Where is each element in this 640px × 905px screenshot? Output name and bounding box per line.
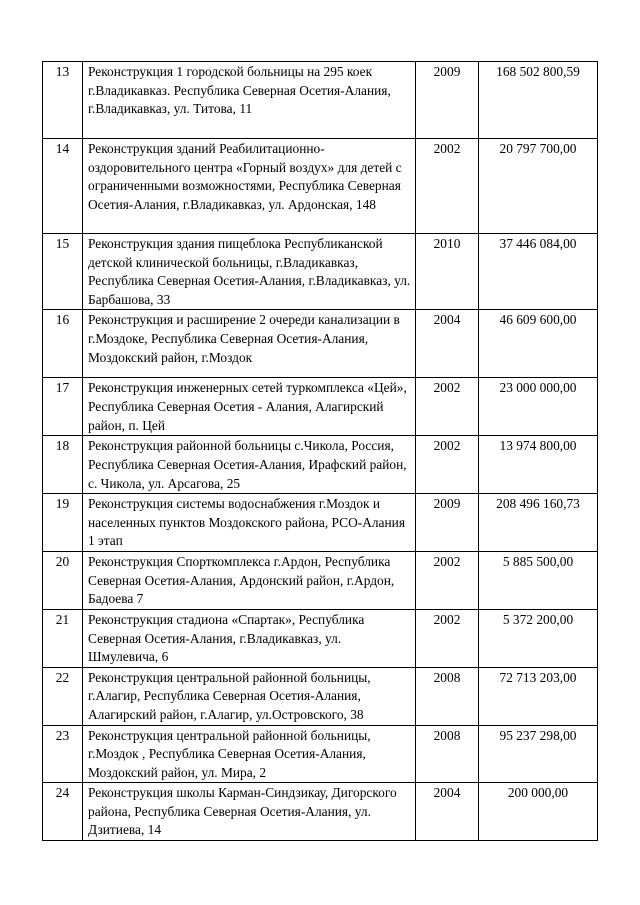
- row-number: 18: [43, 436, 83, 494]
- table-row: [43, 783, 598, 841]
- table-row: [43, 378, 598, 436]
- row-description: Реконструкция здания пищеблока Республиканской детской клинической больницы, г.Владикавказ, Республика Северная Осетия-Алания, г.Владикавказ, ул. Барбашова, 33: [83, 234, 416, 310]
- row-amount: 200 000,00: [479, 783, 598, 841]
- table-row: [43, 494, 598, 552]
- row-year: 2009: [416, 494, 479, 552]
- row-amount: 208 496 160,73: [479, 494, 598, 552]
- row-number: 19: [43, 494, 83, 552]
- row-year: 2002: [416, 609, 479, 667]
- row-amount: 95 237 298,00: [479, 725, 598, 783]
- row-number: 17: [43, 378, 83, 436]
- row-amount: 72 713 203,00: [479, 667, 598, 725]
- row-description: Реконструкция центральной районной больницы, г.Моздок , Республика Северная Осетия-Алания, Моздокский район, ул. Мира, 2: [83, 725, 416, 783]
- row-year: 2010: [416, 234, 479, 310]
- row-year: 2002: [416, 139, 479, 234]
- row-number: 23: [43, 725, 83, 783]
- table-row: [43, 667, 598, 725]
- row-year: 2008: [416, 667, 479, 725]
- row-number: 21: [43, 609, 83, 667]
- row-number: 22: [43, 667, 83, 725]
- table-row: [43, 139, 598, 234]
- table-row: [43, 436, 598, 494]
- row-number: 24: [43, 783, 83, 841]
- row-description: Реконструкция центральной районной больницы, г.Алагир, Республика Северная Осетия-Алания, Алагирский район, г.Алагир, ул.Островского, 38: [83, 667, 416, 725]
- table-row: [43, 552, 598, 610]
- row-description: Реконструкция Спорткомплекса г.Ардон, Республика Северная Осетия-Алания, Ардонский район, г.Ардон, Бадоева 7: [83, 552, 416, 610]
- row-year: 2002: [416, 436, 479, 494]
- row-number: 14: [43, 139, 83, 234]
- table-row: [43, 62, 598, 139]
- row-amount: 37 446 084,00: [479, 234, 598, 310]
- row-number: 13: [43, 62, 83, 139]
- row-year: 2002: [416, 378, 479, 436]
- row-year: 2004: [416, 783, 479, 841]
- row-description: Реконструкция районной больницы с.Чикола, Россия, Республика Северная Осетия-Алания, Ирафский район, с. Чикола, ул. Арсагова, 25: [83, 436, 416, 494]
- row-description: Реконструкция и расширение 2 очереди канализации в г.Моздоке, Республика Северная Осетия-Алания, Моздокский район, г.Моздок: [83, 310, 416, 378]
- row-amount: 5 372 200,00: [479, 609, 598, 667]
- row-year: 2009: [416, 62, 479, 139]
- row-description: Реконструкция инженерных сетей туркомплекса «Цей», Республика Северная Осетия - Алания, Алагирский район, п. Цей: [83, 378, 416, 436]
- row-description: Реконструкция зданий Реабилитационно-оздоровительного центра «Горный воздух» для детей с ограниченными возможностями, Республика Северная Осетия-Алания, г.Владикавказ, ул. Ардонская, 148: [83, 139, 416, 234]
- table-row: [43, 609, 598, 667]
- table-row: [43, 310, 598, 378]
- row-description: Реконструкция школы Карман-Синдзикау, Дигорского района, Республика Северная Осетия-Алания, ул. Дзитиева, 14: [83, 783, 416, 841]
- document-page: [42, 61, 597, 841]
- table-row: [43, 725, 598, 783]
- objects-table: [42, 61, 598, 841]
- row-number: 16: [43, 310, 83, 378]
- row-year: 2002: [416, 552, 479, 610]
- row-description: Реконструкция 1 городской больницы на 295 коек г.Владикавказ. Республика Северная Осетия-Алания, г.Владикавказ, ул. Титова, 11: [83, 62, 416, 139]
- row-number: 20: [43, 552, 83, 610]
- row-year: 2008: [416, 725, 479, 783]
- row-amount: 5 885 500,00: [479, 552, 598, 610]
- row-amount: 23 000 000,00: [479, 378, 598, 436]
- row-description: Реконструкция стадиона «Спартак», Республика Северная Осетия-Алания, г.Владикавказ, ул. Шмулевича, 6: [83, 609, 416, 667]
- row-amount: 13 974 800,00: [479, 436, 598, 494]
- row-number: 15: [43, 234, 83, 310]
- row-description: Реконструкция системы водоснабжения г.Моздок и населенных пунктов Моздокского района, РСО-Алания 1 этап: [83, 494, 416, 552]
- table-row: [43, 234, 598, 310]
- row-year: 2004: [416, 310, 479, 378]
- row-amount: 168 502 800,59: [479, 62, 598, 139]
- row-amount: 46 609 600,00: [479, 310, 598, 378]
- row-amount: 20 797 700,00: [479, 139, 598, 234]
